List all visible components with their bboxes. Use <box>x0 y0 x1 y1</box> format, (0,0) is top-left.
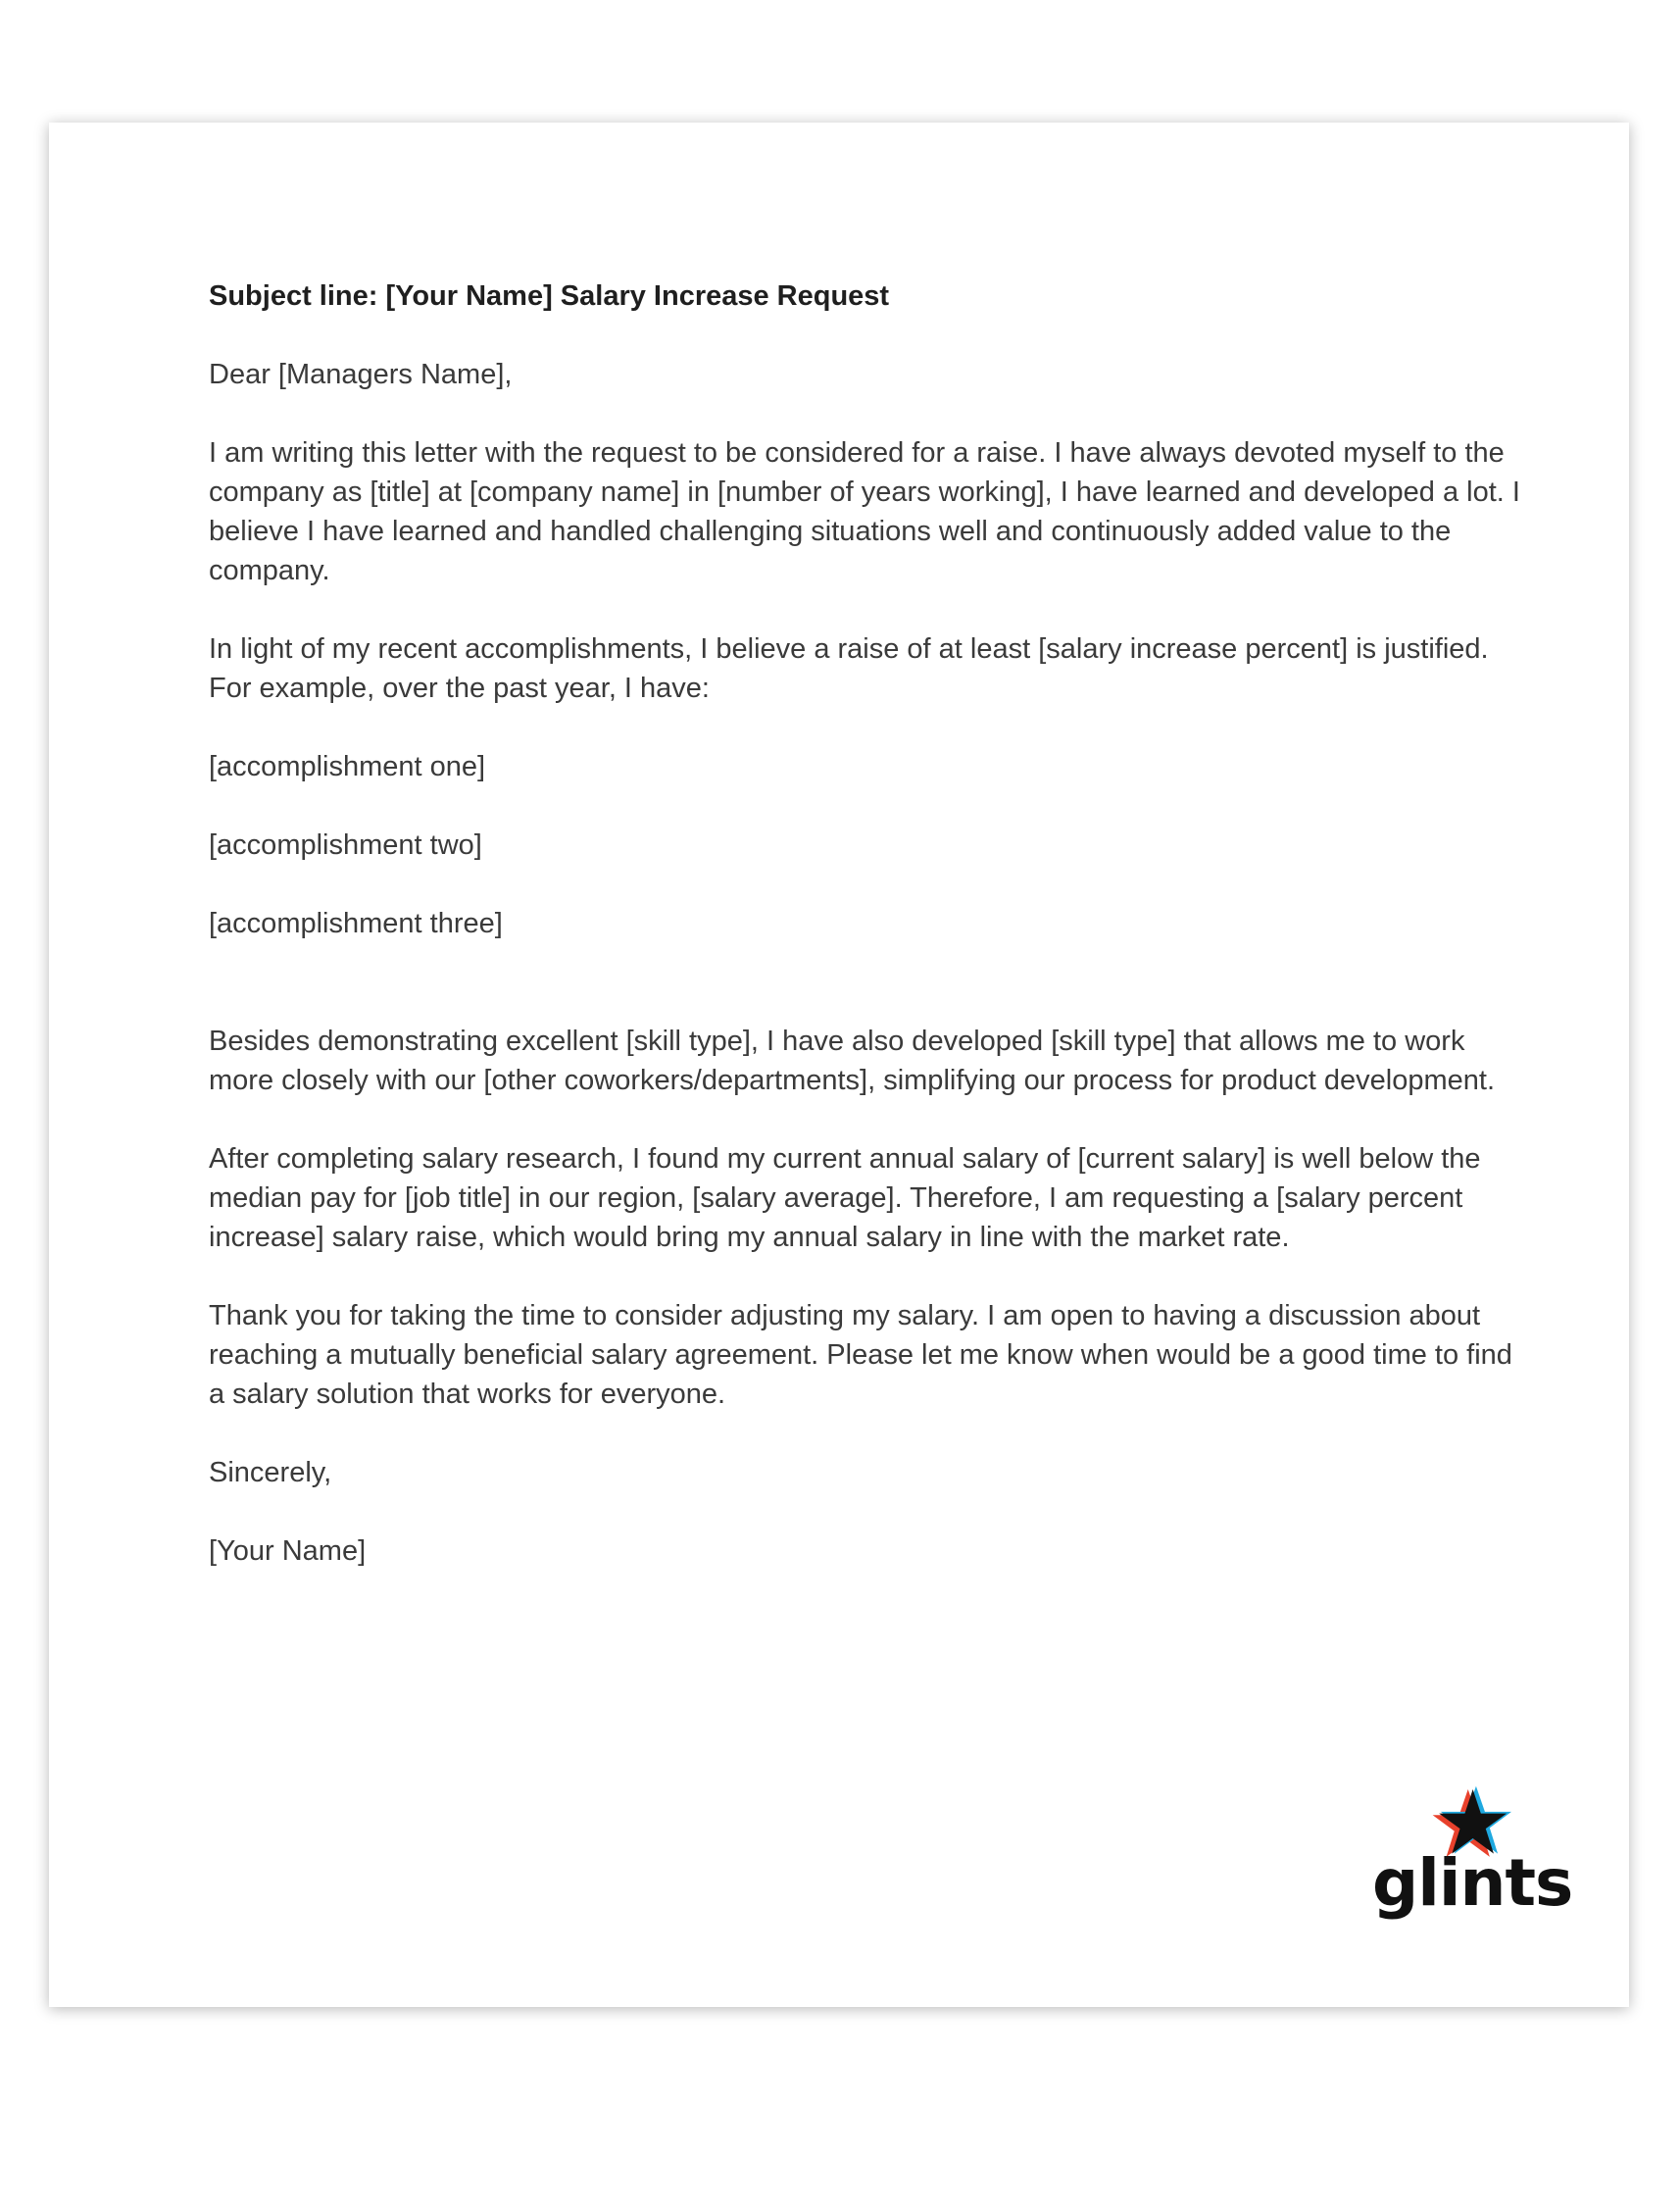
closing: Sincerely, <box>209 1457 332 1488</box>
paragraph-accomplishments-intro: In light of my recent accomplishments, I believe a raise of at least [salary increase percent] is justified. For example, over the past year, I have: <box>209 633 1497 704</box>
paragraph-intro: I am writing this letter with the request to be considered for a raise. I have always devoted myself to the company as [title] at [company name] in [number of years working], I have learned and developed a lot. I believe I have learned and handled challenging situations well and continuously added value to the company. <box>209 437 1529 586</box>
paragraph-thanks: Thank you for taking the time to consider adjusting my salary. I am open to having a discussion about reaching a mutually beneficial salary agreement. Please let me know when would be a good time to find a salary solution that works for everyone. <box>209 1300 1520 1410</box>
paragraph-salary-research: After completing salary research, I found my current annual salary of [current salary] is well below the median pay for [job title] in our region, [salary average]. Therefore, I am requesting a [salary percent increase] salary raise, which would bring my annual salary in line with the market rate. <box>209 1143 1489 1253</box>
subject-line: Subject line: [Your Name] Salary Increase Request <box>209 280 890 312</box>
letter-body <box>209 276 1529 1610</box>
paragraph-skills: Besides demonstrating excellent [skill type], I have also developed [skill type] that allows me to work more closely with our [other coworkers/departments], simplifying our process for product development. <box>209 1026 1496 1096</box>
letter-page <box>49 123 1629 2007</box>
signature: [Your Name] <box>209 1535 367 1567</box>
accomplishment-item: [accomplishment two] <box>209 829 482 861</box>
accomplishment-item: [accomplishment one] <box>209 751 486 782</box>
accomplishment-item: [accomplishment three] <box>209 908 503 939</box>
brand-wordmark: glints <box>1372 1845 1573 1921</box>
greeting: Dear [Managers Name], <box>209 359 513 390</box>
glints-logo <box>1372 1784 1573 1922</box>
